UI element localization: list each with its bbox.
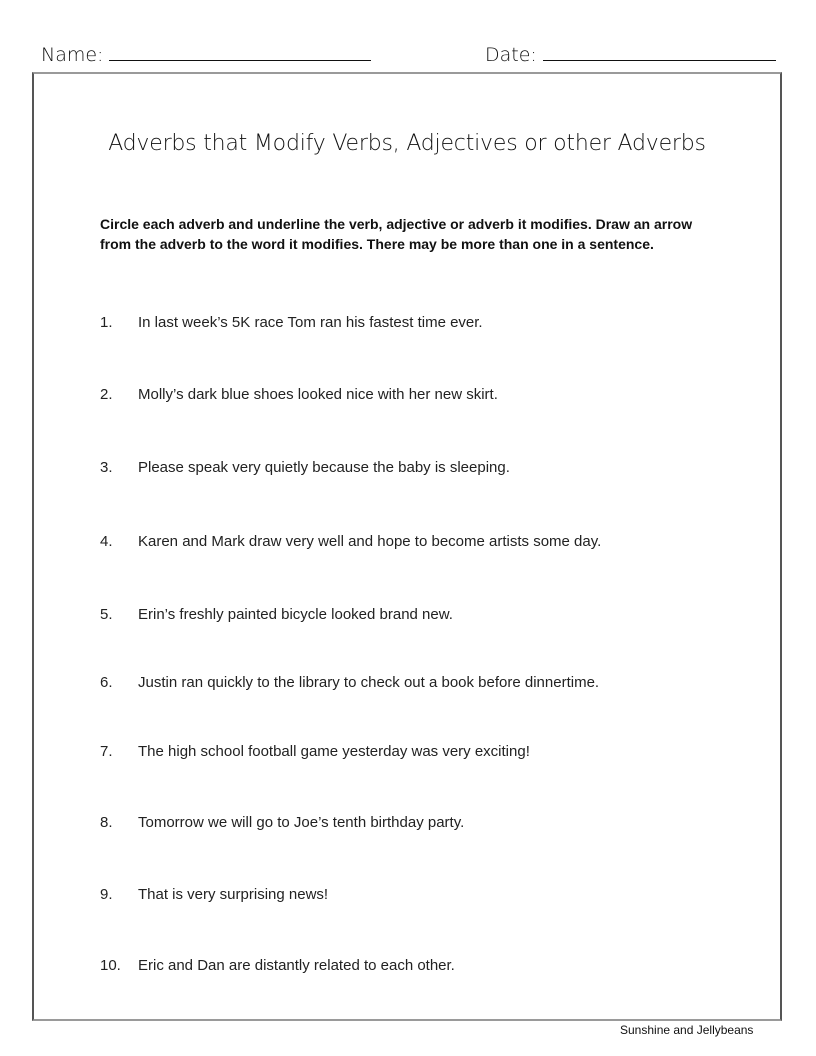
worksheet-title: Adverbs that Modify Verbs, Adjectives or other Adverbs [108,131,706,156]
question-text: Erin’s freshly painted bicycle looked brand new. [138,606,453,623]
question-item [100,458,510,478]
instructions: Circle each adverb and underline the verb, adjective or adverb it modifies. Draw an arrow from the adverb to the word it modifies. There may be more than one in a sentence. [100,216,693,252]
question-number: 5. [100,606,113,623]
question-number: 10. [100,957,121,974]
question-item [100,813,464,833]
question-item [100,385,498,405]
question-number: 6. [100,674,113,691]
question-item [100,742,530,762]
question-number: 1. [100,314,113,331]
question-item [100,956,455,976]
name-label: Name: [41,44,104,66]
question-item [100,885,328,905]
question-text: Eric and Dan are distantly related to each other. [138,957,455,974]
name-field [41,41,371,67]
question-item [100,673,599,693]
date-blank-line[interactable] [543,41,776,61]
question-item [100,313,483,333]
question-text: Molly’s dark blue shoes looked nice with her new skirt. [138,386,498,403]
question-item [100,605,453,625]
question-text: That is very surprising news! [138,886,329,903]
question-text: Karen and Mark draw very well and hope to become artists some day. [138,533,602,550]
question-number: 9. [100,886,113,903]
question-text: In last week’s 5K race Tom ran his fastest time ever. [138,314,483,331]
name-blank-line[interactable] [109,41,371,61]
date-field [485,41,776,67]
footer-credit: Sunshine and Jellybeans [620,1023,754,1037]
question-text: The high school football game yesterday was very exciting! [138,743,530,760]
date-label: Date: [485,44,537,66]
question-number: 4. [100,533,113,550]
question-text: Justin ran quickly to the library to check out a book before dinnertime. [138,674,600,691]
question-text: Tomorrow we will go to Joe’s tenth birthday party. [138,814,465,831]
worksheet-box [32,72,782,1021]
question-item [100,532,601,552]
question-number: 7. [100,743,113,760]
question-number: 8. [100,814,113,831]
question-number: 2. [100,386,113,403]
question-text: Please speak very quietly because the baby is sleeping. [138,459,510,476]
question-number: 3. [100,459,113,476]
